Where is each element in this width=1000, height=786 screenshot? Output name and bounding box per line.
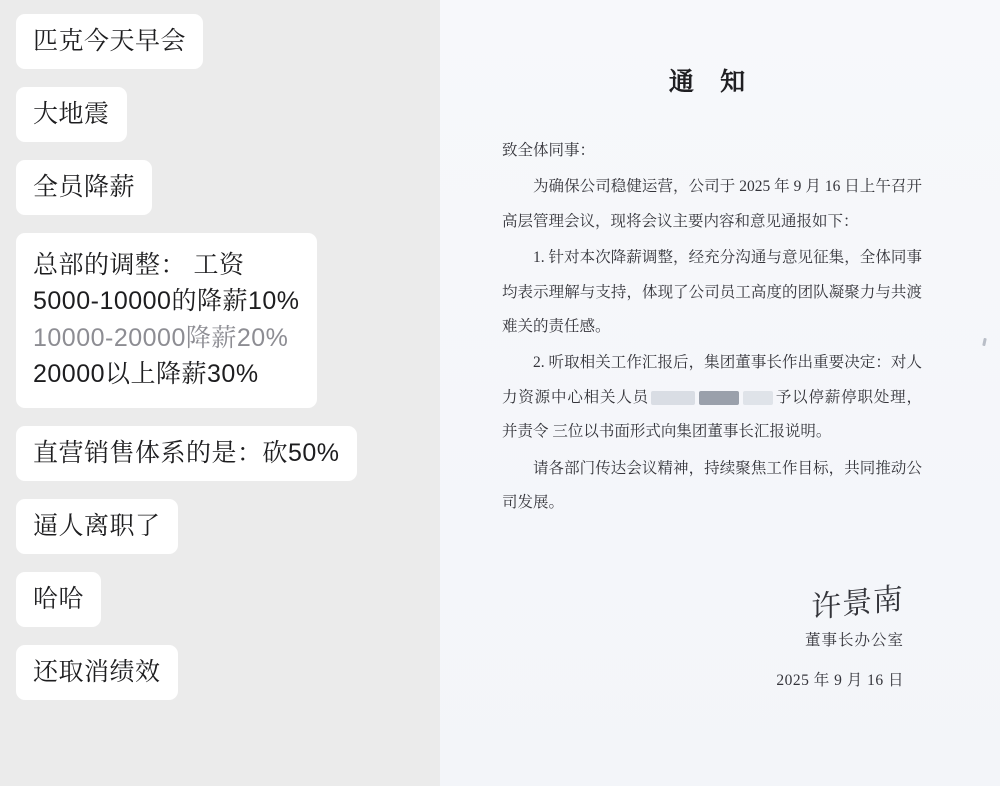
chat-bubble: 全员降薪 [16,160,152,215]
document-paragraph-redacted [502,346,922,449]
chat-bubble: 直营销售体系的是：砍50% [16,426,357,481]
document-salutation: 致全体同事： [502,142,596,159]
chat-bubble: 还取消绩效 [16,645,178,700]
signature-organization: 董事长办公室 [804,632,904,650]
document-content [502,0,922,786]
salary-line: 20000以上降薪30% [33,359,259,388]
chat-panel [0,0,440,786]
signature-block [502,578,922,690]
redaction-block [651,391,695,405]
salary-line: 10000-20000降薪20% [33,323,289,352]
document-body [502,134,922,520]
chat-bubble-salary-details [16,233,317,408]
document-panel [440,0,1000,786]
chat-message-list [0,0,440,718]
document-paragraph-text: 2. 听取相关工作汇报后，集团董事长作出重要决定：对人力资源中心相关人员 [502,354,922,406]
redaction-block [699,391,739,405]
signature-date: 2025 年 9 月 16 日 [776,672,904,690]
salary-line: 总部的调整： 工资 [33,251,245,279]
handwritten-signature: 许景南 [811,582,904,626]
chat-bubble: 大地震 [16,87,127,142]
document-paragraph: 1. 针对本次降薪调整，经充分沟通与意见征集，全体同事均表示理解与支持，体现了公司员工高度的团队凝聚力与共渡难关的责任感。 [502,249,922,336]
document-title: 通 知 [668,69,756,96]
chat-bubble: 逼人离职了 [16,499,178,554]
document-paragraph-text-tail: 予以停薪停职处理，并责令 三位以书面形式向集团董事长汇报说明。 [502,388,922,441]
redaction-block [743,391,773,405]
document-paragraph: 为确保公司稳健运营，公司于 2025 年 9 月 16 日上午召开高层管理会议，现将会议主要内容和意见通报如下： [502,178,922,230]
chat-bubble: 匹克今天早会 [16,14,203,69]
document-paragraph: 请各部门传达会议精神，持续聚焦工作目标，共同推动公司发展。 [502,459,922,512]
salary-line: 5000-10000的降薪10% [33,287,300,316]
chat-bubble: 哈哈 [16,572,101,627]
